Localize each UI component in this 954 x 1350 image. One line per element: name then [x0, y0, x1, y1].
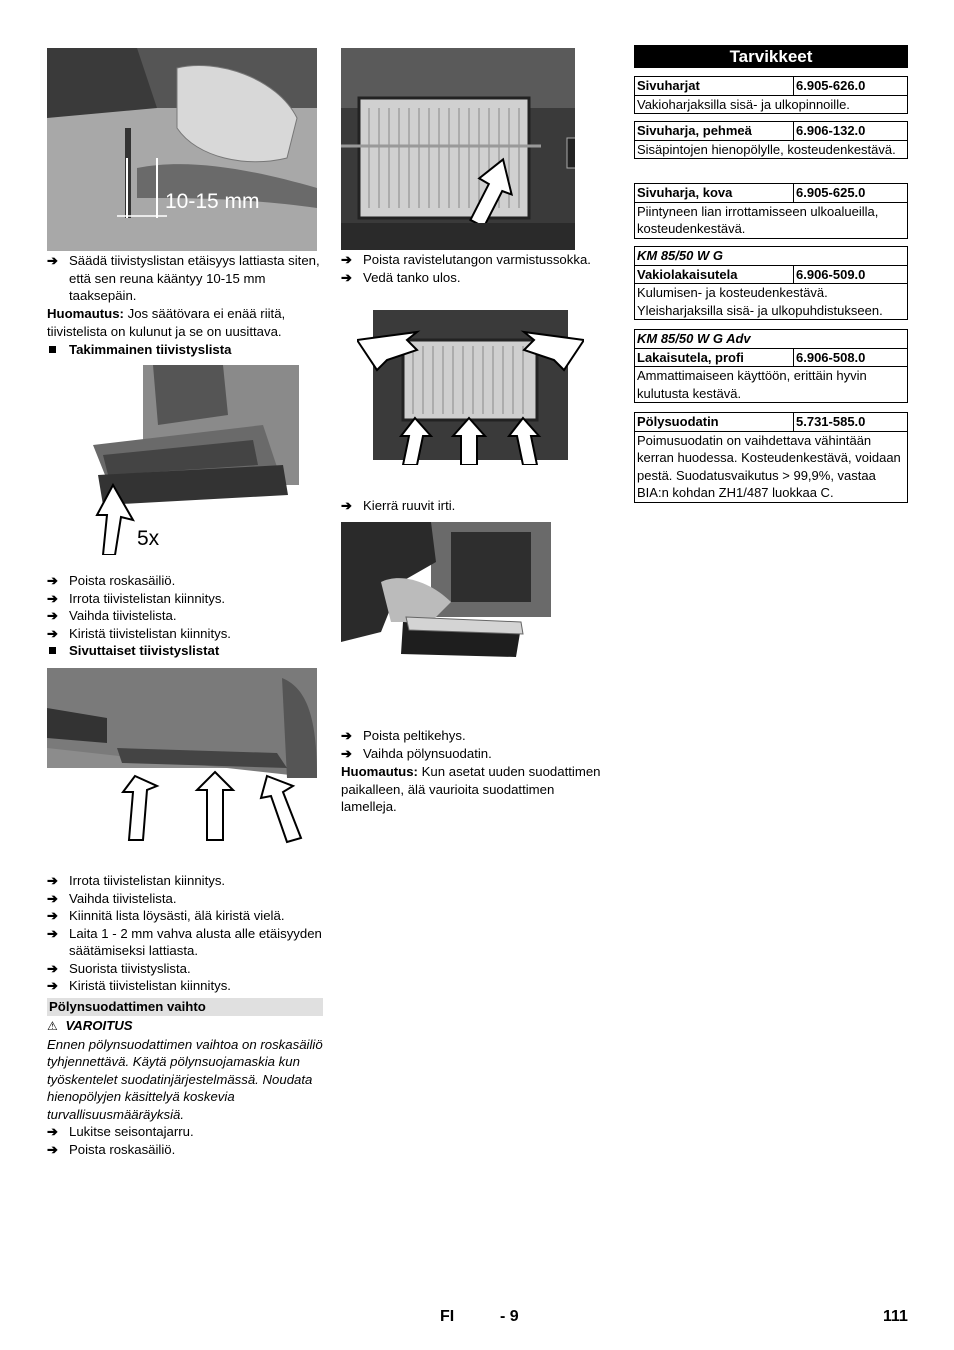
step-item: ➔ Vedä tanko ulos. [341, 269, 461, 285]
accessory-desc: Ammattimaiseen käyttöön, erittäin hyvin kulutusta kestävä. [635, 367, 908, 403]
warning-text: Ennen pölynsuodattimen vaihtoa on roskasäiliö tyhjennettävä. Käytä pölynsuojamaskia kun työskentelet suodatinjärjestelmässä. Noudata hienopölyjen käsittelyä koskevia turvallisuusmääräyksiä. [47, 1036, 323, 1122]
photo-side-seals [47, 668, 317, 848]
note-label: Huomautus: [341, 764, 418, 779]
count-label: 5x [137, 527, 160, 550]
accessory-side-brushes [634, 76, 908, 114]
step-item: ➔ Kierrä ruuvit irti. [341, 498, 456, 513]
step-item: ➔ Kiristä tiivistelistan kiinnitys. [47, 978, 231, 993]
accessory-code: 6.906-509.0 [794, 265, 908, 284]
accessory-side-brush-soft [634, 121, 908, 159]
arrow-icon: ➔ [47, 253, 59, 268]
photo-filter-screws [357, 310, 584, 465]
step-item: ➔ Vaihda tiivistelista. [47, 608, 177, 623]
steps-rear-seal [47, 572, 323, 660]
arrow-icon: ➔ [341, 728, 353, 743]
arrow-icon: ➔ [47, 573, 59, 588]
step-item: ➔ Laita 1 - 2 mm vahva alusta alle etäisyyden säätämiseksi lattiasta. [47, 925, 322, 958]
note-text: Kun asetat uuden suodattimen paikalleen, älä vaurioita suodattimen lamelleja. [341, 764, 601, 814]
accessory-code: 6.906-132.0 [794, 122, 908, 141]
warning-block [47, 1017, 323, 1123]
arrow-icon: ➔ [47, 908, 59, 923]
note-label: Huomautus: [47, 306, 124, 321]
photo-side-seals-graphic [47, 668, 317, 848]
step-item: ➔ Poista ravistelutangon varmistussokka. [341, 252, 591, 267]
step-item: ➔ Lukitse seisontajarru. [47, 1124, 194, 1139]
photo-rear-seal-graphic [93, 365, 299, 555]
arrow-icon: ➔ [47, 960, 59, 976]
photo-filter-housing [341, 48, 575, 250]
steps-unscrew [341, 497, 617, 515]
footer-page-number: 111 [883, 1308, 908, 1325]
step-item: ➔ Vaihda tiivistelista. [47, 890, 177, 906]
steps-filter-prep [47, 1123, 323, 1158]
photo-filter-screws-graphic [357, 310, 584, 465]
accessory-code: 5.731-585.0 [794, 413, 908, 432]
step-item: ➔ Irrota tiivistelistan kiinnitys. [47, 873, 226, 888]
arrow-icon: ➔ [47, 890, 59, 906]
step-item: ➔ Poista roskasäiliö. [47, 573, 176, 588]
photo-filter-replacement [341, 522, 551, 662]
steps-replace-filter [341, 727, 617, 762]
note-seal-wear [47, 305, 323, 340]
arrow-icon: ➔ [341, 745, 353, 761]
arrow-icon: ➔ [341, 269, 353, 285]
accessory-desc: Vakioharjaksilla sisä- ja ulkopinnoille. [635, 95, 908, 114]
arrow-icon: ➔ [341, 498, 353, 513]
accessory-model: KM 85/50 W G Adv [635, 330, 908, 349]
steps-remove-rod [341, 251, 617, 286]
note-filter-lamellas [341, 763, 609, 816]
accessory-name: Sivuharja, kova [635, 184, 794, 203]
accessory-code: 6.905-625.0 [794, 184, 908, 203]
step-item: ➔ Kiinnitä lista löysästi, älä kiristä vielä. [47, 908, 285, 923]
photo-seal-strip-adjustment-graphic [47, 48, 317, 251]
arrow-icon: ➔ [341, 252, 353, 267]
bullet-rear-seal: Takimmainen tiivistyslista [47, 341, 323, 359]
arrow-icon: ➔ [47, 1124, 59, 1139]
arrow-icon: ➔ [47, 873, 59, 888]
arrow-icon: ➔ [47, 608, 59, 623]
accessory-pro-roller [634, 329, 908, 403]
arrow-icon: ➔ [47, 1141, 59, 1157]
accessory-desc: Poimusuodatin on vaihdettava vähintään kerran huodessa. Kosteudenkestävä, voidaan pestä. Suodatusvaikutus > 99,9%, vastaa BIA:n kohdan ZH1/487 luokkaa C. [635, 431, 908, 502]
step-item: ➔ Poista peltikehys. [341, 728, 466, 743]
dimension-label: 10-15 mm [165, 190, 260, 213]
arrow-icon: ➔ [47, 925, 59, 941]
accessory-code: 6.906-508.0 [794, 348, 908, 367]
arrow-icon: ➔ [47, 978, 59, 993]
accessory-name: Sivuharja, pehmeä [635, 122, 794, 141]
step-item: ➔ Kiristä tiivistelistan kiinnitys. [47, 625, 231, 641]
accessory-model: KM 85/50 W G [635, 247, 908, 266]
photo-filter-housing-graphic [341, 48, 575, 250]
steps-side-seals [47, 872, 323, 995]
accessory-side-brush-hard [634, 183, 908, 239]
note-text: Jos säätövara ei enää riitä, tiivistelista on kulunut ja se on uusittava. [47, 306, 286, 339]
section-heading-dust-filter: Pölynsuodattimen vaihto [47, 998, 323, 1016]
accessory-standard-roller [634, 246, 908, 320]
photo-filter-replacement-graphic [341, 522, 551, 662]
accessory-code: 6.905-626.0 [794, 77, 908, 96]
footer-section-page: - 9 [500, 1308, 519, 1325]
square-bullet-icon [49, 647, 56, 654]
accessory-desc: Piintyneen lian irrottamisseen ulkoalueilla, kosteudenkestävä. [635, 202, 908, 238]
accessory-name: Sivuharjat [635, 77, 794, 96]
photo-rear-seal [93, 365, 299, 555]
accessory-desc: Kulumisen- ja kosteudenkestävä. Yleisharjaksilla sisä- ja ulkopuhdistukseen. [635, 284, 908, 320]
arrow-icon: ➔ [47, 625, 59, 641]
accessories-title: Tarvikkeet [634, 45, 908, 68]
warning-heading: ⚠ VAROITUS [47, 1018, 133, 1033]
accessory-name: Lakaisutela, profi [635, 348, 794, 367]
warning-icon: ⚠ [47, 1019, 58, 1033]
square-bullet-icon [49, 346, 56, 353]
step-item: ➔ Poista roskasäiliö. [47, 1141, 176, 1157]
step-item: ➔ Vaihda pölynsuodatin. [341, 745, 492, 761]
accessory-name: Vakiolakaisutela [635, 265, 794, 284]
bullet-side-seals: Sivuttaiset tiivistyslistat [47, 642, 323, 660]
accessory-dust-filter [634, 412, 908, 503]
accessory-desc: Sisäpintojen hienopölylle, kosteudenkestävä. [635, 140, 908, 159]
footer-language: FI [440, 1308, 455, 1325]
step-adjust-seal: ➔ Säädä tiivistyslistan etäisyys lattiasta siten, että sen reuna kääntyy 10-15 mm taaksepäin. [47, 253, 320, 303]
arrow-icon: ➔ [47, 590, 59, 606]
step-item: ➔ Suorista tiivistyslista. [47, 960, 191, 976]
photo-seal-strip-adjustment [47, 48, 317, 251]
step-item: ➔ Irrota tiivistelistan kiinnitys. [47, 590, 226, 606]
accessory-name: Pölysuodatin [635, 413, 794, 432]
